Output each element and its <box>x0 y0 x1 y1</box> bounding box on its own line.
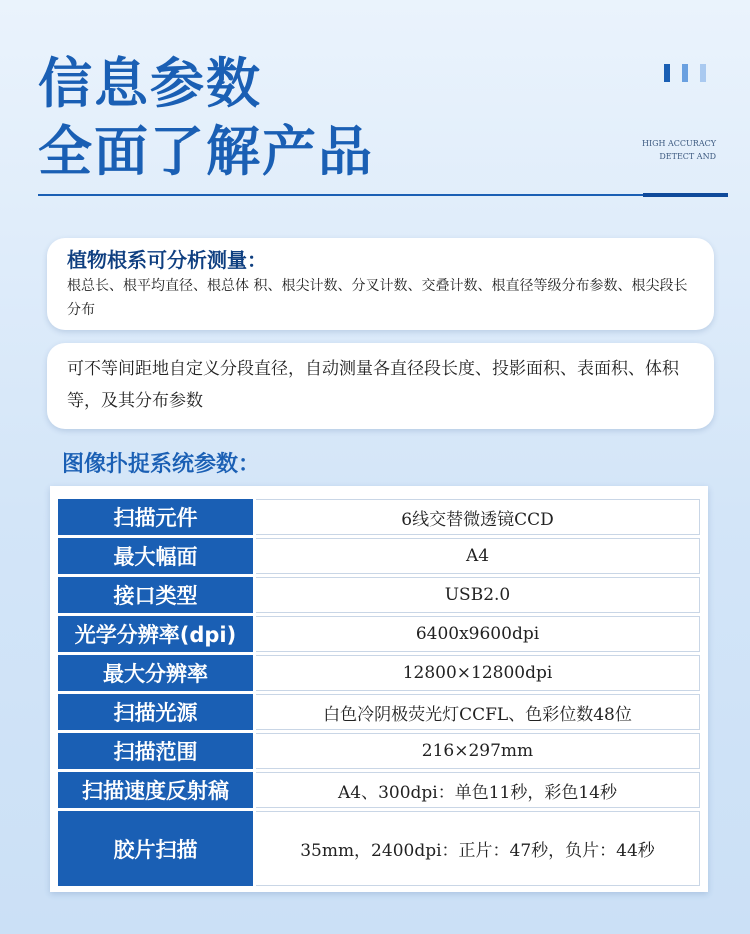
spec-value: 白色冷阴极荧光灯CCFL、色彩位数48位 <box>256 694 700 730</box>
spec-value: 12800×12800dpi <box>256 655 700 691</box>
page-title-line1: 信息参数 <box>38 51 262 115</box>
spec-key: 光学分辨率(dpi) <box>58 616 256 652</box>
segment-text: 可不等间距地自定义分段直径，自动测量各直径段长度、投影面积、表面积、体积等，及其分布参数 <box>67 359 679 411</box>
spec-key: 接口类型 <box>58 577 256 613</box>
spec-value: USB2.0 <box>256 577 700 613</box>
table-row <box>58 772 700 808</box>
tagline-line2: DETECT AND <box>659 152 716 161</box>
spec-key: 最大幅面 <box>58 538 256 574</box>
table-row <box>58 655 700 691</box>
table-row <box>58 538 700 574</box>
table-row <box>58 499 700 535</box>
spec-key: 扫描范围 <box>58 733 256 769</box>
measurement-card <box>47 238 714 330</box>
table-row <box>58 694 700 730</box>
table-row <box>58 616 700 652</box>
spec-value: 6线交替微透镜CCD <box>256 499 700 535</box>
page-title-line2: 全面了解产品 <box>38 119 374 183</box>
spec-value: A4、300dpi：单色11秒，彩色14秒 <box>256 772 700 808</box>
header-divider-accent <box>643 193 728 197</box>
english-tagline <box>642 137 716 163</box>
table-row <box>58 733 700 769</box>
header-divider <box>38 194 728 196</box>
tagline-line1: HIGH ACCURACY <box>641 139 716 148</box>
spec-value: 35mm，2400dpi：正片：47秒，负片：44秒 <box>256 811 700 886</box>
spec-value: 216×297mm <box>256 733 700 769</box>
spec-key: 扫描元件 <box>58 499 256 535</box>
segment-card <box>47 343 714 429</box>
spec-value: A4 <box>256 538 700 574</box>
table-row <box>58 577 700 613</box>
spec-key: 扫描速度反射稿 <box>58 772 256 808</box>
spec-value: 6400x9600dpi <box>256 616 700 652</box>
measurement-text: 根总长、根平均直径、根总体 积、根尖计数、分叉计数、交叠计数、根直径等级分布参数、根尖段长分布 <box>67 278 688 318</box>
section-heading: 图像扑捉系统参数： <box>62 452 261 477</box>
decorative-bars <box>664 64 706 82</box>
spec-key: 胶片扫描 <box>58 811 256 886</box>
measurement-heading: 植物根系可分析测量： <box>67 248 267 272</box>
spec-key: 扫描光源 <box>58 694 256 730</box>
spec-key: 最大分辨率 <box>58 655 256 691</box>
spec-table <box>58 496 700 889</box>
spec-table-card <box>50 486 708 892</box>
table-row <box>58 811 700 886</box>
